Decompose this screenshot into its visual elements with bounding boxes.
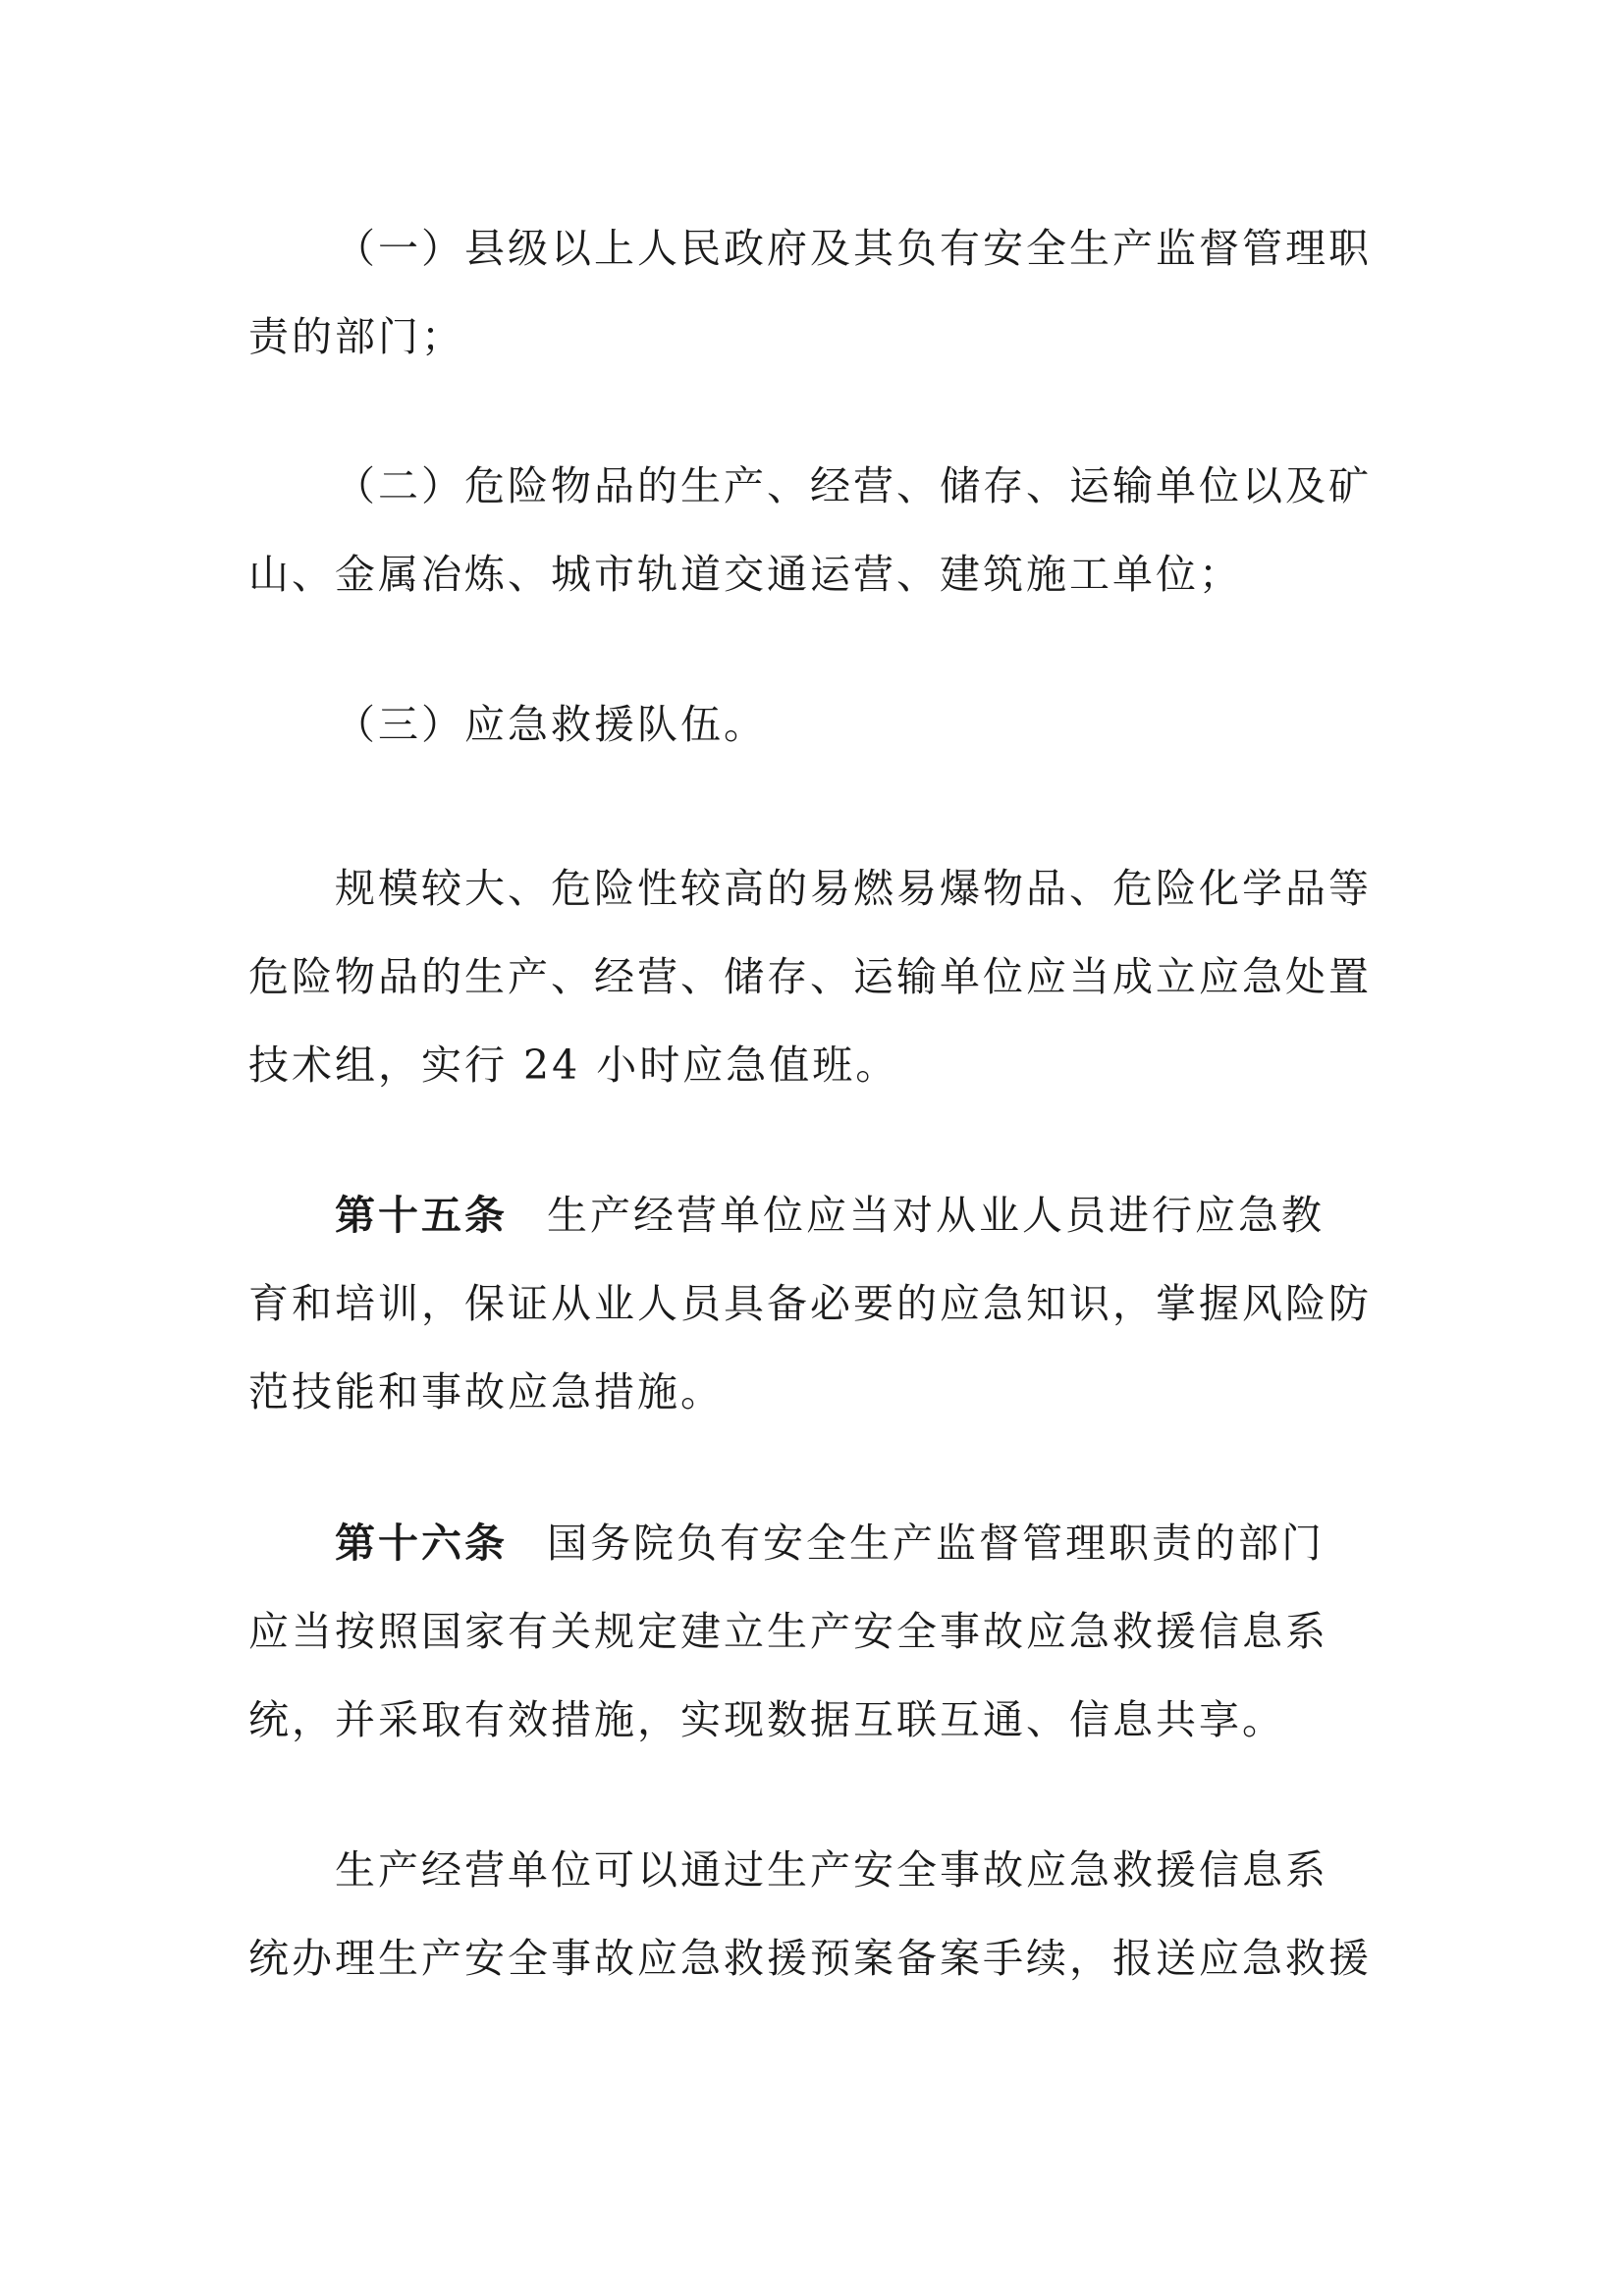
text-line: 责的部门； (248, 313, 464, 360)
article-text: 生产经营单位应当对从业人员进行应急教 (547, 1192, 1325, 1239)
text-line: （三）应急救援队伍。 (335, 701, 767, 748)
text-line: 应当按照国家有关规定建立生产安全事故应急救援信息系 (248, 1608, 1328, 1655)
article-number: 第十六条 (335, 1520, 508, 1567)
text-line: 规模较大、危险性较高的易燃易爆物品、危险化学品等 (335, 865, 1372, 912)
text-line: 育和培训，保证从业人员具备必要的应急知识，掌握风险防 (248, 1280, 1372, 1327)
paragraph-info-system (248, 1826, 1387, 2002)
text-line (248, 1171, 1387, 1259)
list-item-rescue-teams (248, 680, 1387, 769)
text-line: （二）危险物品的生产、经营、储存、运输单位以及矿 (335, 462, 1372, 509)
text-line: （一）县级以上人民政府及其负有安全生产监督管理职 (335, 225, 1372, 272)
paragraph-large-units (248, 844, 1387, 1109)
text-line: 山、金属冶炼、城市轨道交通运营、建筑施工单位； (248, 551, 1242, 598)
text-line: 统，并采取有效措施，实现数据互联互通、信息共享。 (248, 1696, 1285, 1743)
text-line: 范技能和事故应急措施。 (248, 1368, 724, 1415)
list-item-county-government (248, 204, 1387, 381)
text-line: 生产经营单位可以通过生产安全事故应急救援信息系 (335, 1846, 1328, 1894)
text-line: 危险物品的生产、经营、储存、运输单位应当成立应急处置 (248, 953, 1372, 1000)
text-line: 统办理生产安全事故应急救援预案备案手续，报送应急救援 (248, 1935, 1372, 1982)
article-text: 国务院负有安全生产监督管理职责的部门 (547, 1520, 1325, 1567)
article-number: 第十五条 (335, 1192, 508, 1239)
article-15 (248, 1171, 1387, 1436)
text-line (248, 1499, 1387, 1587)
text-line: 技术组，实行 24 小时应急值班。 (248, 1041, 899, 1089)
article-16 (248, 1499, 1387, 1764)
list-item-hazardous-units (248, 442, 1387, 618)
